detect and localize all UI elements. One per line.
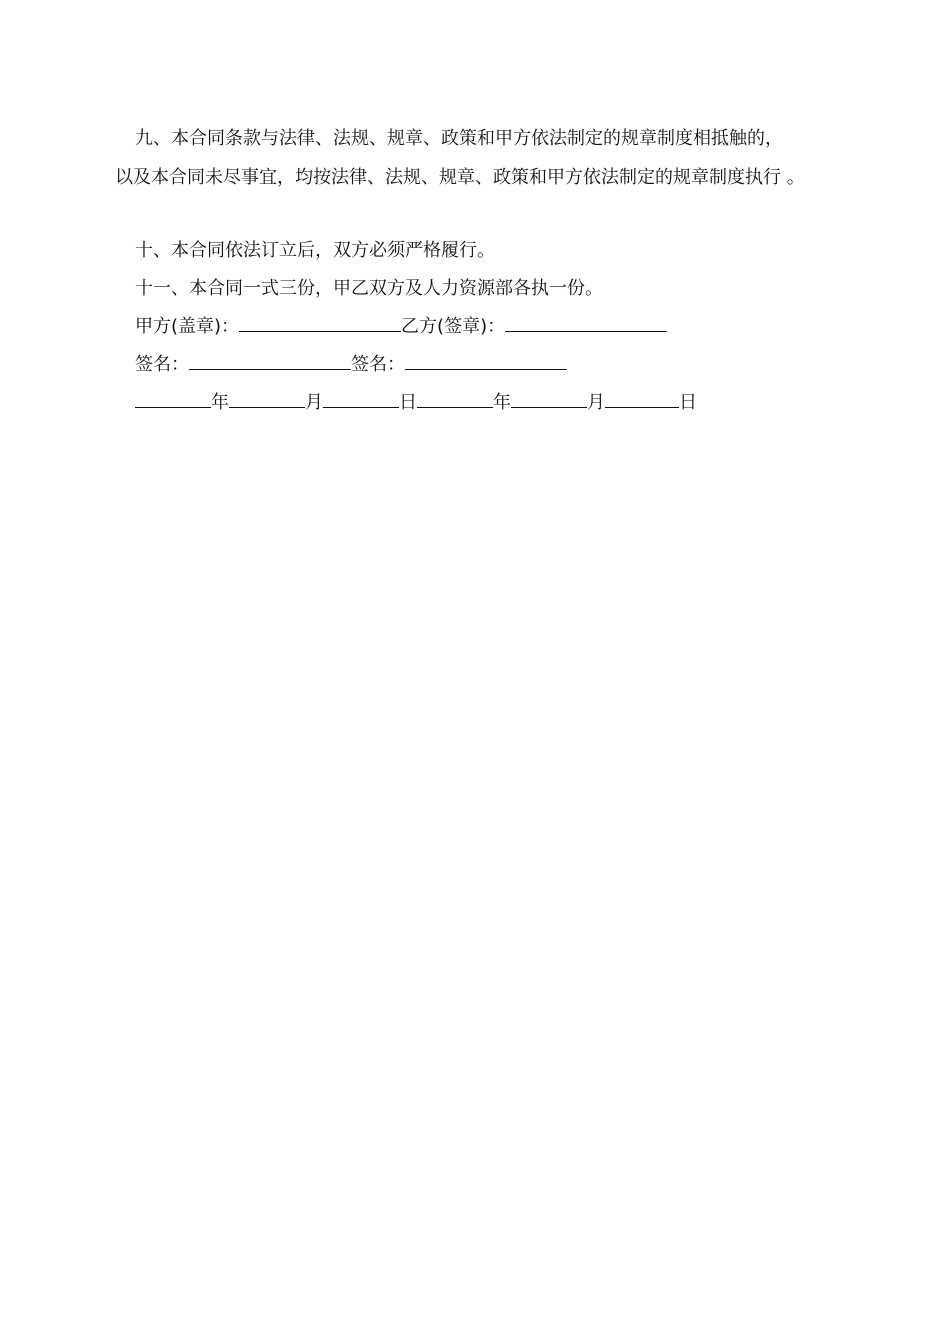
clause-10: 十、本合同依法订立后，双方必须严格履行。 — [135, 240, 495, 261]
date-row — [135, 390, 697, 415]
party-a-seal-blank[interactable] — [239, 314, 401, 332]
party-b-month-label: 月 — [587, 392, 605, 413]
party-b-sign-label: 签名： — [351, 354, 405, 375]
party-b-month-blank[interactable] — [511, 390, 587, 408]
party-b-sign-blank[interactable] — [405, 352, 567, 370]
party-a-seal-label: 甲方(盖章)： — [135, 316, 240, 337]
party-b-day-label: 日 — [679, 392, 697, 413]
party-a-year-label: 年 — [211, 392, 229, 413]
party-b-year-label: 年 — [493, 392, 511, 413]
party-seal-row — [135, 314, 667, 339]
signature-row — [135, 352, 567, 377]
clause-9-line-1: 九、本合同条款与法律、法规、规章、政策和甲方依法制定的规章制度相抵触的， — [135, 128, 783, 149]
party-b-seal-blank[interactable] — [505, 314, 667, 332]
clause-11: 十一、本合同一式三份，甲乙双方及人力资源部各执一份。 — [135, 278, 603, 299]
party-a-month-blank[interactable] — [229, 390, 305, 408]
party-b-day-blank[interactable] — [605, 390, 679, 408]
clause-9-line-2: 以及本合同未尽事宜，均按法律、法规、规章、政策和甲方依法制定的规章制度执行 。 — [115, 167, 805, 188]
party-a-day-label: 日 — [399, 392, 417, 413]
party-b-year-blank[interactable] — [417, 390, 493, 408]
party-a-month-label: 月 — [305, 392, 323, 413]
party-a-year-blank[interactable] — [135, 390, 211, 408]
party-a-sign-label: 签名： — [135, 354, 189, 375]
party-b-seal-label: 乙方(签章)： — [401, 316, 506, 337]
party-a-day-blank[interactable] — [323, 390, 399, 408]
party-a-sign-blank[interactable] — [189, 352, 351, 370]
